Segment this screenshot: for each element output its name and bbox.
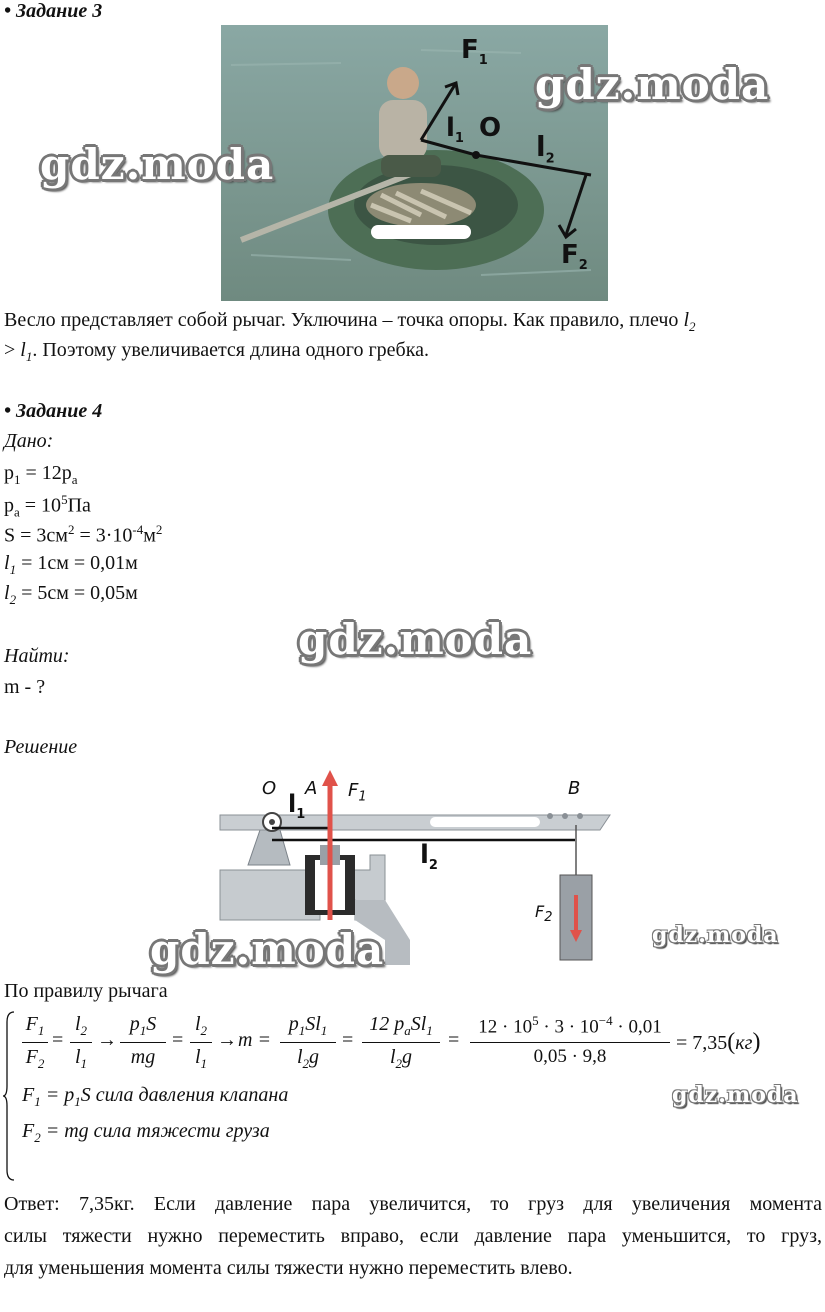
given-l2: $l_2 = 5см = 0,05м$ — [4, 582, 138, 607]
diagram-label-b: B — [568, 778, 581, 799]
photo-label-l2: $l_2$ — [536, 130, 555, 167]
equation-main: $F_1$ $F_2$ = $l_2$ $l_1$ → $p_1S$ mg = $l_2$ $l_1$ → m = $p_1Sl_1$ $l_2g$ = 12 $p_aSl_1$ $l_2g$ — [22, 1013, 582, 1083]
diagram-label-l2: $l_2$ — [420, 840, 438, 874]
photo-label-f2: $F_2$ — [561, 240, 588, 274]
diagram-label-o: O — [262, 778, 277, 799]
answer-line: Ответ: 7,35кг. Если давление пара увеличится, то груз для увеличения момента — [4, 1193, 822, 1215]
diagram-label-f1: $F_1$ — [348, 780, 367, 805]
equation-numeric: $12 \cdot 10^5 \cdot 3 \cdot 10^{-4} \cdot 0,01$ 0,05 · 9,8 = 7,35(кг) — [440, 1013, 720, 1083]
given-s: $S = 3см^2 = 3\cdot 10^{-4}м^2$ — [4, 522, 163, 547]
diagram-label-a: A — [305, 778, 318, 799]
find-label: Найти: — [4, 645, 70, 667]
watermark: gdz.moda — [535, 60, 770, 109]
answer-line: для уменьшения момента силы тяжести нужно переместить влево. — [4, 1257, 573, 1279]
watermark: gdz.moda — [298, 615, 533, 664]
task4-header: • Задание 4 — [4, 400, 103, 422]
answer-line: силы тяжести нужно переместить вправо, если давление пара уменьшится, то груз, — [4, 1225, 822, 1247]
system-brace — [2, 1010, 16, 1182]
photo-label-o: O — [479, 113, 502, 143]
task3-text-line1: Весло представляет собой рычаг. Уключина – точка опоры. Как правило, плечо $l_2$ — [4, 309, 696, 334]
given-l1: $l_1 = 1см = 0,01м$ — [4, 552, 138, 577]
watermark: gdz.moda — [672, 1082, 799, 1108]
given-label: Дано: — [4, 430, 54, 452]
task3-text-line2: > $l_1$. Поэтому увеличивается длина одного гребка. — [4, 339, 430, 364]
task3-header: • Задание 3 — [4, 0, 103, 22]
watermark: gdz.moda — [40, 140, 275, 189]
solution-label: Решение — [4, 736, 78, 758]
photo-label-f1: $F_1$ — [461, 35, 488, 69]
watermark: gdz.moda — [150, 925, 385, 974]
equation-f2: $F_2$ = mg сила тяжести груза — [22, 1120, 270, 1145]
diagram-label-l1: $l_1$ — [288, 790, 306, 822]
lever-rule-text: По правилу рычага — [4, 980, 168, 1002]
watermark: gdz.moda — [652, 922, 779, 948]
photo-label-l1: $l_1$ — [446, 113, 464, 147]
equation-f1: $F_1 = p_1S$ сила давления клапана — [22, 1084, 289, 1109]
answer-paragraph — [4, 1188, 822, 1284]
find-value: m - ? — [4, 676, 46, 698]
given-pa: $p_a = 10^5Па$ — [4, 492, 91, 520]
diagram-label-f2: $F_2$ — [535, 902, 553, 926]
given-p1: $p_1 = 12p_a$ — [4, 462, 78, 487]
